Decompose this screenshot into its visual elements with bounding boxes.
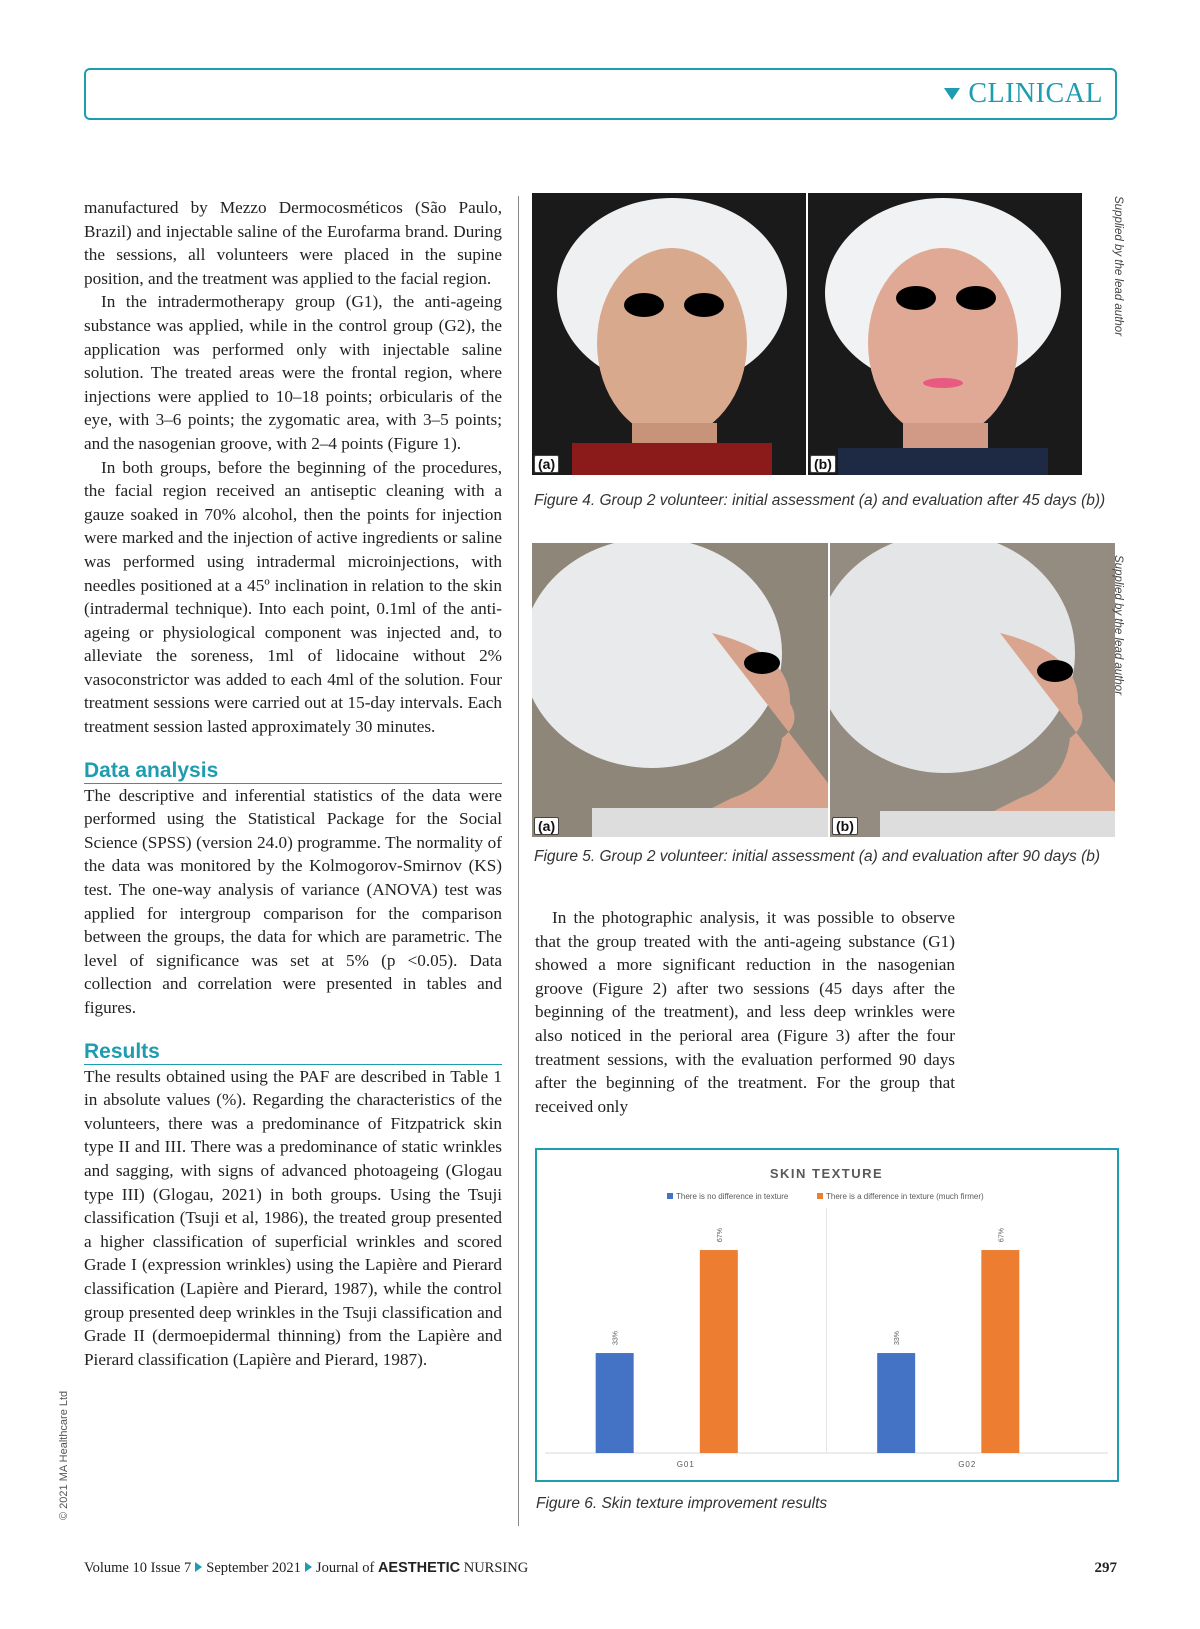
face-photo-icon: [808, 193, 1082, 475]
figure-label-b: (b): [810, 455, 836, 473]
body-paragraph: In both groups, before the beginning of the procedures, the facial region received an antiseptic cleaning with a gauze soaked in 70% alcohol, then the points for injection were marked and the injection of active ingredients or saline was performed using intradermal microinjections, with needles positioned at a 45º inclination in relation to the skin (intradermal technique). Into each point, 0.1ml of the anti-ageing or physiological component was injected and, to alleviate the soreness, 1ml of lidocaine without 2% vasoconstrictor was added to each 4ml of the solution. Four treatment sessions were carried out at 15-day intervals. Each treatment session lasted approximately 30 minutes.: [84, 457, 502, 737]
face-profile-photo-icon: [830, 543, 1115, 837]
chart-title: SKIN TEXTURE: [769, 1166, 884, 1181]
figure5-photo-a: [532, 543, 828, 837]
figure-label-b: (b): [832, 817, 858, 835]
footer-date: September 2021: [206, 1560, 301, 1576]
section-tag: [944, 78, 1103, 110]
figure5-caption: Figure 5. Group 2 volunteer: initial assessment (a) and evaluation after 90 days (b): [534, 848, 1101, 865]
data-label: 67%: [716, 1228, 724, 1243]
figure4-photo-b: [808, 193, 1082, 475]
column-divider: [518, 196, 519, 1526]
body-paragraph: manufactured by Mezzo Dermocosméticos (São Paulo, Brazil) and injectable saline of the Eurofarma brand. During the sessions, all volunteers were placed in the supine position, and the treatment was applied to the facial region.: [84, 198, 502, 288]
face-profile-photo-icon: [532, 543, 828, 837]
results-paragraph: The results obtained using the PAF are described in Table 1 in absolute values (%). Regarding the characteristics of the volunteers, there was a predominance of Fitzpatrick skin type II and III. There was a predominance of static wrinkles and sagging, with signs of advanced photoageing (Glogau type III) (Glogau, 2021) in both groups. Using the Tsuji classification (Tsuji et al, 1986), the treated group presented a higher classification of superficial wrinkles and scored Grade I (expression wrinkles) using the Lapière and Pierard classification (Lapière and Pierard, 1987), while the control group presented deep wrinkles in the Tsuji classification and Grade II (dermoepidermal thinning) from the Lapière and Pierard classification (Lapière and Pierard, 1987).: [84, 1066, 502, 1369]
figure4-photo-a: [532, 193, 806, 475]
figure6-caption: Figure 6. Skin texture improvement results: [536, 1495, 828, 1512]
data-label: 67%: [998, 1228, 1006, 1243]
data-label: 33%: [612, 1331, 620, 1346]
legend-label: There is a difference in texture (much firmer): [826, 1192, 984, 1201]
section-header-box: [84, 68, 1117, 120]
section-label: CLINICAL: [968, 78, 1103, 109]
legend-label: There is no difference in texture: [676, 1192, 789, 1201]
bar: [700, 1250, 738, 1453]
right-column: [535, 906, 955, 1118]
figure5-photo-b: [830, 543, 1115, 837]
bar: [596, 1353, 634, 1453]
left-column: [84, 196, 502, 1371]
legend-swatch: [667, 1193, 673, 1199]
footer-journal-brand: AESTHETIC: [377, 1560, 461, 1576]
footer-journal-suffix: NURSING: [463, 1560, 529, 1576]
figure4-caption: Figure 4. Group 2 volunteer: initial assessment (a) and evaluation after 45 days (b)): [534, 492, 1106, 509]
footer-journal-prefix: Journal of: [315, 1560, 375, 1576]
footer-volume: Volume 10 Issue 7: [84, 1560, 192, 1576]
page-number: 297: [1094, 1560, 1117, 1576]
data-analysis-heading: Data analysis: [84, 759, 502, 784]
triangle-down-icon: [944, 88, 960, 100]
copyright-notice: © 2021 MA Healthcare Ltd: [58, 1390, 70, 1520]
data-label: 33%: [894, 1331, 902, 1346]
body-paragraph: In the intradermotherapy group (G1), the anti-ageing substance was applied, while in the control group (G2), the application was performed only with injectable saline solution. The treated areas were the frontal region, where injections were applied to 10–18 points; orbicularis of the eye, with 3–6 points; the zygomatic area, with 3–5 points; and the nasogenian groove, with 2–4 points (Figure 1).: [84, 292, 502, 453]
figure4-credit: Supplied by the lead author: [1112, 196, 1124, 337]
figure5-credit: Supplied by the lead author: [1112, 555, 1124, 696]
triangle-right-icon: [305, 1562, 312, 1572]
bar: [877, 1353, 915, 1453]
face-photo-icon: [532, 193, 806, 475]
figure-label-a: (a): [534, 817, 559, 835]
category-label: G01: [676, 1460, 695, 1469]
results-heading: Results: [84, 1040, 502, 1065]
figure-label-a: (a): [534, 455, 559, 473]
triangle-right-icon: [195, 1562, 202, 1572]
data-analysis-paragraph: The descriptive and inferential statistics of the data were performed using the Statistical Package for the Social Science (SPSS) (version 24.0) programme. The normality of the data was monitored by the Kolmogorov-Smirnov (KS) test. The one-way analysis of variance (ANOVA) test was applied for intergroup comparison for the comparison between the groups, the data for which are parametric. The level of significance was set at 5% (p <0.05). Data collection and correlation were presented in tables and figures.: [84, 785, 502, 1017]
chart-canvas: [537, 1150, 1116, 1479]
category-label: G02: [958, 1460, 977, 1469]
body-paragraph: In the photographic analysis, it was possible to observe that the group treated with the anti-ageing substance (G1) showed a more significant reduction in the nasogenian groove (Figure 2) after two sessions (45 days after the beginning of the treatment), and less deep wrinkles were also noticed in the perioral area (Figure 3) after the four treatment sessions, with the evaluation performed 90 days after the beginning of the treatment. For the group that received only: [535, 908, 955, 1116]
legend-swatch: [817, 1193, 823, 1199]
bar: [981, 1250, 1019, 1453]
skin-texture-chart: [535, 1148, 1119, 1482]
footer-citation: [84, 1560, 528, 1577]
